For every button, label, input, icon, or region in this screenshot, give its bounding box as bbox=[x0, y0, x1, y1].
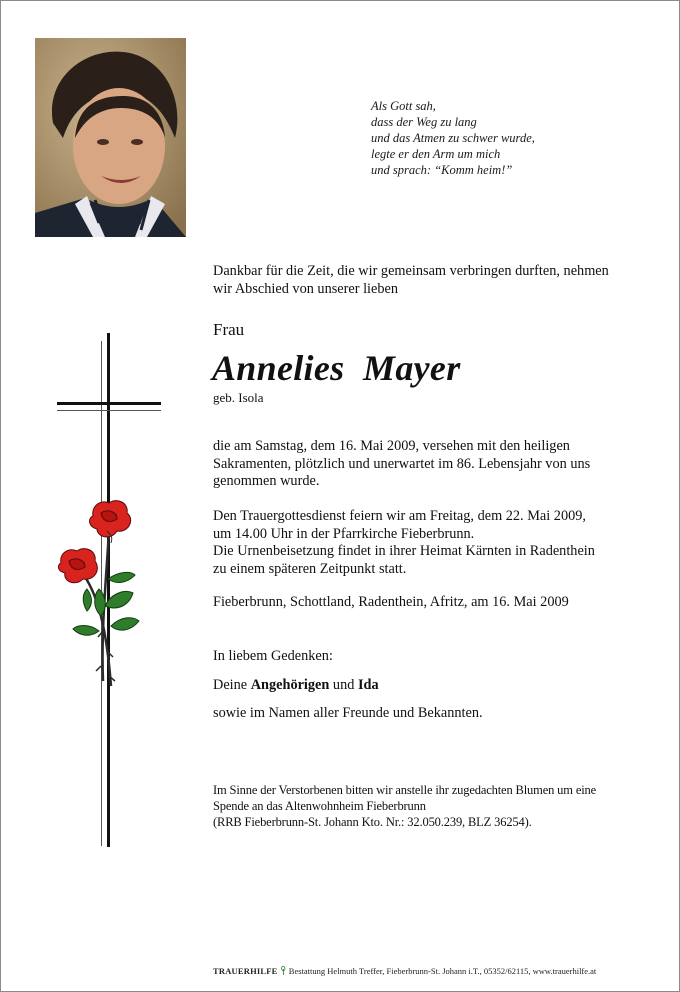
intro-line: wir Abschied von unserer lieben bbox=[213, 280, 399, 297]
poem-line: und sprach: “Komm heim!” bbox=[371, 163, 513, 177]
poem-line: dass der Weg zu lang bbox=[371, 115, 477, 129]
family-person: Ida bbox=[357, 677, 379, 693]
family-prefix: Deine bbox=[213, 677, 251, 693]
footer-text: Bestattung Helmuth Treffer, Fieberbrunn-St. Johann i.T., 05352/62115, www.trauerhilfe.at bbox=[286, 966, 597, 976]
service-line: zu einem späteren Zeitpunkt statt. bbox=[213, 560, 407, 577]
poem-line: Als Gott sah, bbox=[371, 99, 436, 113]
family-line bbox=[213, 677, 379, 694]
death-notice bbox=[213, 438, 590, 491]
death-notice-line: die am Samstag, dem 16. Mai 2009, versehen mit den heiligen bbox=[213, 438, 570, 454]
service-info bbox=[213, 508, 595, 578]
rose-icon bbox=[90, 501, 131, 543]
service-line: Den Trauergottesdienst feiern wir am Freitag, dem 22. Mai 2009, bbox=[213, 508, 586, 524]
intro-line: Dankbar für die Zeit, die wir gemeinsam verbringen durften, nehmen bbox=[213, 263, 609, 279]
death-notice-line: Sakramenten, plötzlich und unerwartet im 86. Lebensjahr von uns bbox=[213, 455, 591, 472]
family-relatives: Angehörigen bbox=[250, 677, 330, 693]
service-line: Die Urnenbeisetzung findet in ihrer Heimat Kärnten in Radenthein bbox=[213, 543, 595, 559]
poem bbox=[371, 98, 535, 178]
poem-line: und das Atmen zu schwer wurde, bbox=[371, 131, 535, 145]
poem-line: legte er den Arm um mich bbox=[371, 147, 501, 161]
family-conj: und bbox=[329, 677, 358, 693]
place-date-text: Fieberbrunn, Schottland, Radenthein, Afritz, am 16. Mai 2009 bbox=[213, 594, 569, 610]
service-line: um 14.00 Uhr in der Pfarrkirche Fieberbrunn. bbox=[213, 525, 475, 542]
portrait-photo bbox=[35, 38, 186, 237]
maiden-name: geb. Isola bbox=[213, 390, 264, 405]
cross-with-roses bbox=[51, 331, 171, 851]
place-date bbox=[213, 594, 569, 612]
donation-line: Spende an das Altenwohnheim Fieberbrunn bbox=[213, 799, 426, 813]
donation-request bbox=[213, 782, 596, 830]
cross-icon bbox=[57, 333, 161, 847]
footer-brand: TRAUERHILFE bbox=[213, 966, 278, 976]
donation-line: (RRB Fieberbrunn-St. Johann Kto. Nr.: 32.050.239, BLZ 36254). bbox=[213, 815, 532, 829]
rose-icon bbox=[58, 549, 97, 583]
salutation: Frau bbox=[213, 320, 245, 339]
footer bbox=[213, 966, 596, 976]
death-notice-line: genommen wurde. bbox=[213, 473, 320, 489]
leaf-icon bbox=[280, 966, 287, 975]
in-memory: In liebem Gedenken: bbox=[213, 648, 333, 664]
deceased-name: Annelies Mayer bbox=[212, 348, 461, 388]
intro-text bbox=[213, 263, 609, 298]
friends-line: sowie im Namen aller Freunde und Bekannten. bbox=[213, 705, 483, 721]
portrait-illustration bbox=[35, 38, 186, 237]
donation-line: Im Sinne der Verstorbenen bitten wir anstelle ihr zugedachten Blumen um eine bbox=[213, 783, 597, 797]
